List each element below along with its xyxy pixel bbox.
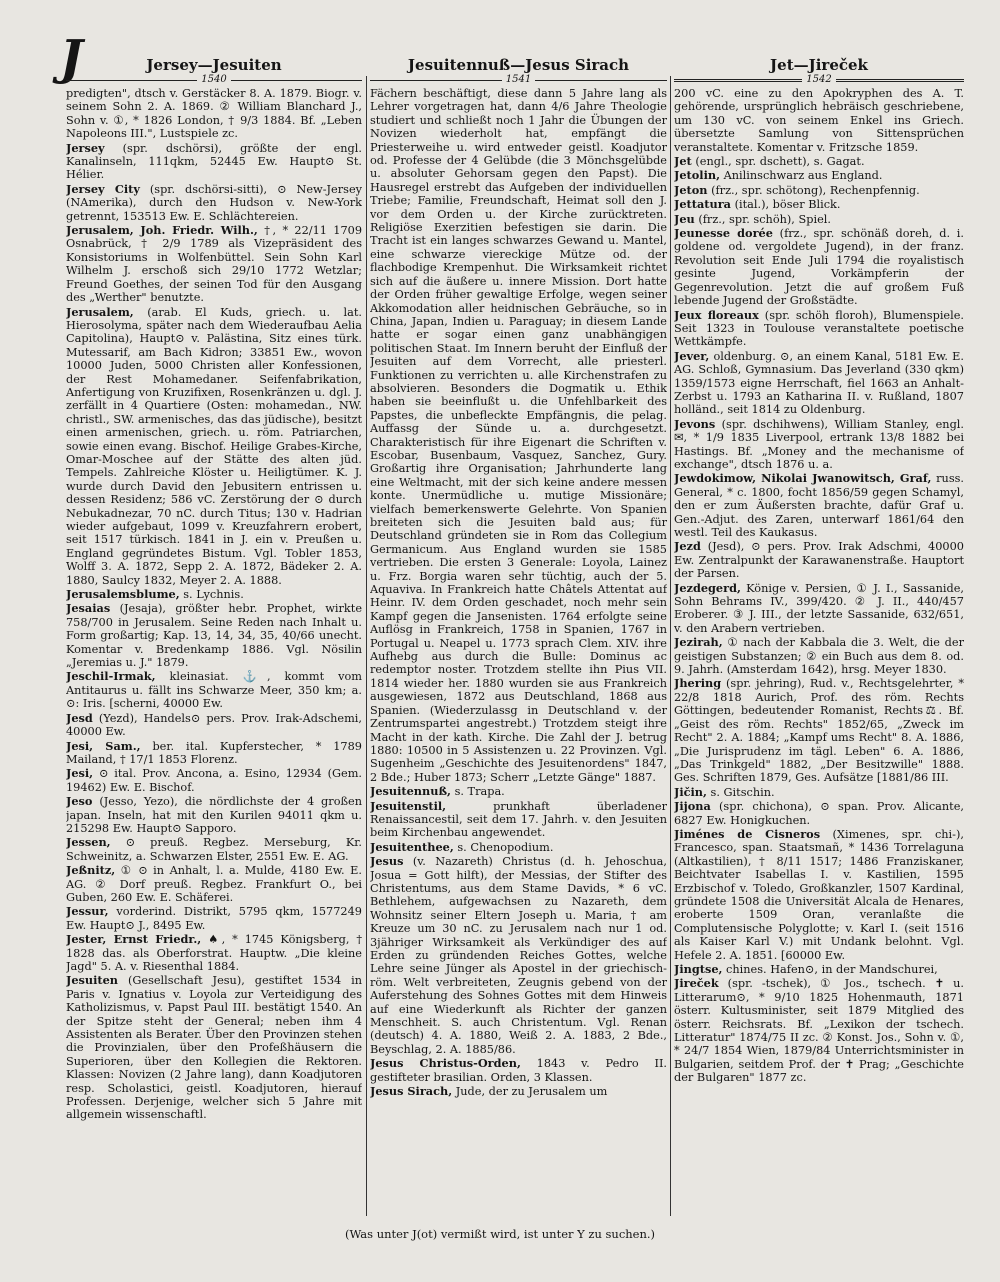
entry-text: (Ximenes, spr. chi-), Francesco, span. Staatsmañ, * 1436 Torrelaguna (Altkastilien), † 8/11 1517; 1486 Franziskaner, Beichtvater Isabellas I. v. Kastilien, 1595 Erzbischof v. Toledo, Großkanzler, 1507 Kardinal, gründete 1508 die Universität Alcala de Henares, eroberte 1509 Oran, veranlaßte die Complutensische Polyglotte; v. Karl I. (seit 1516 als Kaiser Karl V.) mit Undank belohnt. Vgl. Hefele 2. A. 1851. [60000 Ew. [674, 827, 964, 962]
entry-text: (frz., spr. schöh), Spiel. [698, 212, 831, 226]
dictionary-entry [66, 670, 362, 710]
entry-text: s. Lychnis. [183, 588, 244, 602]
entry-text: ber. ital. Kupferstecher, * 1789 Mailand, † 17/1 1853 Florenz. [66, 739, 362, 766]
dictionary-entry [674, 636, 964, 676]
entry-text: (Yezd), Handels⊙ pers. Prov. Irak-Adschemi, 40000 Ew. [66, 711, 362, 739]
entry-text: (spr. schöh floroh), Blumenspiele. Seit 1323 in Toulouse veranstaltete poetische Wettkämpfe. [674, 308, 964, 349]
dictionary-entry [674, 472, 964, 539]
dictionary-entry [66, 183, 362, 223]
entry-headword: Jezirah, [674, 635, 723, 650]
dictionary-entry [66, 224, 362, 304]
entry-text: predigten", dtsch v. Gerstäcker 8. A. 1879. Biogr. v. seinem Sohn 2. A. 1869. ② William Blanchard J., Sohn v. ①, * 1826 London, † 9/3 1884. Bf. „Leben Napoleons III.", Lustspiele zc. [66, 87, 362, 141]
column-header: Jet—Jireček [770, 56, 868, 74]
entry-headword: Jiménes de Cisneros [674, 826, 821, 841]
entry-headword: Jezdegerd, [674, 580, 741, 595]
entry-text: (frz., spr. schötong), Rechenpfennig. [711, 183, 920, 197]
column-2 [370, 56, 667, 1098]
dictionary-entry [674, 213, 964, 226]
entry-headword: Jijona [674, 799, 711, 814]
dictionary-entry [370, 87, 667, 784]
entry-text: ① nach der Kabbala die 3. Welt, die der geistigen Substanzen; ② ein Buch aus dem 8. od. 9. Jahrh. (Amsterdam 1642), hrsg. Meyer 1830. [674, 636, 964, 677]
entry-headword: Jerusalemsblume, [66, 587, 180, 602]
entry-text: (spr. chichona), ⊙ span. Prov. Alicante, 6827 Ew. Honigkuchen. [674, 800, 964, 827]
entry-text: chines. Hafen⊙, in der Mandschurei, [726, 963, 938, 976]
dictionary-entry [674, 87, 964, 154]
entry-text: (Jesaja), größter hebr. Prophet, wirkte 758/700 in Jerusalem. Seine Reden nach Inhalt u. Form großartig; Kap. 13, 14, 34, 35, 40/66 unecht. Komentar v. Bredenkamp 1886. Vgl. Nösilin „Jeremias u. J." 1879. [66, 602, 362, 670]
entry-headword: Jhering [674, 676, 722, 691]
entry-headword: Jersey [66, 140, 105, 155]
entry-headword: Jever, [674, 348, 710, 363]
dictionary-entry [66, 712, 362, 739]
entry-text: vorderind. Distrikt, 5795 qkm, 1577249 Ew. Haupt⊙ J., 8495 Ew. [66, 905, 362, 932]
column-3 [674, 56, 964, 1085]
entry-text: ⊙ ital. Prov. Ancona, a. Esino, 12934 (Gem. 19462) Ew. E. Bischof. [66, 767, 362, 794]
entry-text: (spr. dschihwens), William Stanley, engl. ✉, * 1/9 1835 Liverpool, ertrank 13/8 1882 bei Hastings. Bf. „Money and the mechanisme of exchange", dtsch 1876 u. a. [674, 417, 964, 471]
dictionary-entry [370, 841, 667, 854]
dictionary-entry [66, 87, 362, 141]
entry-headword: Jewdokimow, Nikolai Jwanowitsch, Graf, [674, 471, 932, 486]
entry-text: Könige v. Persien, ① J. I., Sassanide, Sohn Behrams IV., 399/420. ② J. II., 440/457 Eroberer. ③ J. III., der letzte Sassanide, 632/651, v. den Arabern vertrieben. [674, 581, 964, 635]
entry-headword: Jeu [674, 211, 695, 226]
entry-text: Anilinschwarz aus England. [723, 169, 883, 183]
dictionary-entry [370, 800, 667, 840]
dictionary-entry [66, 306, 362, 588]
entry-headword: Jetolin, [674, 168, 721, 183]
entries [370, 87, 667, 1098]
entry-headword: Jezd [674, 539, 701, 554]
dictionary-entry [66, 905, 362, 932]
dictionary-entry [674, 418, 964, 472]
entry-headword: Jessur, [66, 904, 109, 919]
page-letter: J [60, 30, 83, 86]
dictionary-entry [674, 169, 964, 182]
entry-headword: Jesus Sirach, [370, 1084, 453, 1099]
entry-text: oldenburg. ⊙, an einem Kanal, 5181 Ew. E. AG. Schloß, Gymnasium. Das Jeverland (330 qkm) 1359/1573 eigne Herrschaft, fiel 1663 an Anhalt-Zerbst u. 1793 an Katharina II. v. Rußland, 1807 holländ., seit 1814 zu Oldenburg. [674, 349, 964, 417]
entry-text: Jude, der zu Jerusalem um [455, 1085, 608, 1099]
entry-headword: Jerusalem, [66, 304, 134, 319]
dictionary-entry [66, 740, 362, 767]
entry-headword: Jet [674, 154, 692, 169]
entry-headword: Jesaias [66, 601, 111, 616]
entry-text: ① ⊙ in Anhalt, l. a. Mulde, 4180 Ew. E. AG. ② Dorf preuß. Regbez. Frankfurt O., bei Guben, 260 Ew. E. Schäferei. [66, 864, 362, 904]
entry-text: (v. Nazareth) Christus (d. h. Jehoschua, Josua = Gott hilft), der Messias, der Stifter des Christentums, aus dem Stame Davids, * 6 vC. Bethlehem, aufgewachsen zu Nazareth, dem Wohnsitz seiner Eltern Joseph u. Maria, † am Kreuze um 30 nC. zu Jerusalem nach nur 1 od. 3jähriger Wirksamkeit als Verkündiger des auf Erden zu gründenden Reiches Gottes, welche Lehre seine Jünger als Apostel in der griechisch-röm. Welt verbreiteten, Zeugnis gebend von der Auferstehung des Sohnes Gottes mit dem Hinweis auf eine Wiederkunft als Richter der ganzen Menschheit. S. auch Christentum. Vgl. Renan (deutsch) 4. A. 1880, Weiß 2. A. 1883, 2 Bde., Beyschlag, 2. A. 1885/86. [370, 855, 667, 1056]
dictionary-entry [674, 227, 964, 307]
dictionary-entry [66, 767, 362, 794]
dictionary-entry [674, 800, 964, 827]
entry-headword: Jester, Ernst Friedr., [66, 932, 202, 947]
dictionary-entry [674, 540, 964, 580]
entries [66, 87, 362, 1122]
entry-text: prunkhaft überladener Renaissancestil, seit dem 17. Jahrh. v. den Jesuiten beim Kirchenbau angewendet. [370, 799, 667, 840]
entry-text: s. Gitschin. [710, 785, 775, 799]
entry-text: s. Chenopodium. [457, 840, 554, 854]
dictionary-entry [370, 855, 667, 1056]
rule-left [370, 80, 502, 81]
page-number-rule [674, 74, 964, 86]
entry-headword: Jeton [674, 182, 708, 197]
entry-headword: Jettatura [674, 197, 731, 212]
column-header: Jersey—Jesuiten [146, 56, 282, 74]
rule-left [674, 79, 802, 82]
dictionary-entry [370, 1057, 667, 1084]
dictionary-entry [674, 198, 964, 211]
entry-text: (spr. -tschek), ① Jos., tschech. ✝ u. Litterarum⊙, * 9/10 1825 Hohenmauth, 1871 österr. Kultusminister, seit 1879 Mitglied des österr. Reichsrats. Bf. „Lexikon der tschech. Litteratur" 1874/75 II zc. ② Konst. Jos., Sohn v. ①, * 24/7 1854 Wien, 1879/84 Unterrichtsminister in Bulgarien, seitdem Prof. der ✝ Prag; „Geschichte der Bulgaren" 1877 zc. [674, 977, 964, 1085]
entry-headword: Jingtse, [674, 962, 723, 976]
entry-text: (spr. jehring), Rud. v., Rechtsgelehrter, * 22/8 1818 Aurich, Prof. des röm. Rechts Göttingen, bedeutender Romanist, Rechts⚖. Bf. „Geist des röm. Rechts" 1852/65, „Zweck im Recht" 2. A. 1884; „Kampf ums Recht" 8. A. 1886, „Die Jurisprudenz im tägl. Leben" 6. A. 1886, „Das Trinkgeld" 1882, „Der Besitzwille" 1888. Ges. Schriften 1879, Ges. Aufsätze [1881/86 III. [674, 677, 964, 785]
entry-text: (spr. dschörsi-sitti), ⊙ New-Jersey (NAmerika), durch den Hudson v. New-York getrennt, 153513 Ew. E. Schlächtereien. [66, 182, 362, 223]
entry-headword: Jesus [370, 854, 404, 869]
column-header: Jesuitennuß—Jesus Sirach [407, 56, 630, 74]
dictionary-entry [66, 974, 362, 1121]
column-1 [66, 56, 362, 1122]
rule-right [836, 79, 964, 82]
dictionary-entry [674, 963, 964, 976]
entry-headword: Jersey City [66, 181, 140, 196]
entries [674, 87, 964, 1085]
entry-text: (Jesso, Yezo), die nördlichste der 4 großen japan. Inseln, hat mit den Kurilen 94011 qkm u. 215298 Ew. Haupt⊙ Sapporo. [66, 795, 362, 835]
entry-text: (engl., spr. dschett), s. Gagat. [695, 155, 865, 169]
dictionary-entry [674, 977, 964, 1084]
dictionary-entry [674, 155, 964, 168]
page-number: 1542 [806, 74, 832, 85]
dictionary-entry [370, 785, 667, 798]
entry-headword: Jeßnitz, [66, 863, 116, 878]
entry-text: (frz., spr. schönäß doreh, d. i. goldene od. vergoldete Jugend), in der franz. Revolution seit Ende Juli 1794 die royalistisch gesinte Jugend, Vorkämpferin der Gegenrevolution. Jetzt die auf großem Fuß lebende Jugend der Großstädte. [674, 227, 964, 308]
entry-headword: Jičin, [674, 784, 707, 799]
entry-headword: Jesuitennuß, [370, 784, 451, 799]
dictionary-entry [674, 582, 964, 636]
entry-headword: Jeso [66, 794, 93, 809]
dictionary-entry [66, 588, 362, 601]
entry-headword: Jesd [66, 710, 93, 725]
entry-text: russ. General, * c. 1800, focht 1856/59 gegen Schamyl, den er zum Äußersten brachte, dafür Graf u. Gen.-Adjut. des Zaren, unterwarf 1861/64 den westl. Teil des Kaukasus. [674, 472, 964, 539]
entry-headword: Jerusalem, Joh. Friedr. Wilh., [66, 223, 258, 238]
page-number: 1541 [505, 74, 532, 85]
dictionary-entry [674, 786, 964, 799]
page-number: 1540 [201, 74, 227, 85]
rule-left [66, 80, 197, 81]
entry-text: ♠, * 1745 Königsberg, † 1828 das. als Oberforstrat. Hauptw. „Die kleine Jagd" 5. A. v. Riesenthal 1884. [66, 933, 362, 973]
entry-text: †, * 22/11 1709 Osnabrück, † 2/9 1789 als Vizepräsident des Konsistoriums in Wolfenbüttel. Sein Sohn Karl Wilhelm J. erschoß sich 29/10 1772 Wetzlar; Freund Goethes, der seinen Tod für den Ausgang des „Werther" benutzte. [66, 224, 362, 305]
entry-headword: Jeunesse dorée [674, 226, 773, 241]
dictionary-entry [66, 933, 362, 973]
dictionary-entry [674, 828, 964, 962]
entry-text: (Gesellschaft Jesu), gestiftet 1534 in Paris v. Ignatius v. Loyola zur Verteidigung des Katholizismus, v. Papst Paul III. bestätigt 1540. An der Spitze steht der General; neben ihm 4 Assistenten als Berater. Über den Provinzen stehen die Provinzialen, über den Profeßhäusern die Superioren, über den Kollegien die Rektoren. Klassen: Novizen (2 Jahre lang), dann Koadjutoren resp. Scholastici, geistl. Koadjutoren, hierauf Professen. Derjenige, welcher sich 5 Jahre mit allgemein wissenschaftl. [66, 974, 362, 1122]
entry-headword: Jesus Christus-Orden, [370, 1056, 521, 1071]
entry-text: 1843 v. Pedro II. gestifteter brasilian. Orden, 3 Klassen. [370, 1057, 667, 1084]
dictionary-entry [674, 677, 964, 784]
dictionary-entry [674, 309, 964, 349]
entry-headword: Jeschil-Irmak, [66, 669, 156, 684]
dictionary-entry [66, 864, 362, 904]
entry-headword: Jireček [674, 976, 719, 991]
entry-text: s. Trapa. [454, 785, 505, 799]
entry-headword: Jesuitenstil, [370, 798, 447, 813]
entry-headword: Jevons [674, 416, 716, 431]
entry-text: Fächern beschäftigt, diese dann 5 Jahre lang als Lehrer vorgetragen hat, dann 4/6 Jahre Theologie studiert und schließt noch 1 Jahr die Übungen der Novizen wiederholt hat, empfängt die Priesterweihe u. wird entweder geistl. Koadjutor od. Professe der 4 Gelübde (die 3 Mönchsgelübde u. absoluter Gehorsam gegen den Papst). Die Hausregel erstrebt das Aufgeben der individuellen Triebe; Familie, Freundschaft, Heimat soll den J. vor dem Orden u. der Kirche zurücktreten. Religiöse Exerzitien befestigen sie darin. Die Tracht ist ein langes schwarzes Gewand u. Mantel, eine schwarze viereckige Mütze od. der flachbodige Krempenhut. Die Wirksamkeit richtet sich auf die äußere u. innere Mission. Dort hatte der Orden früher gewaltige Erfolge, wegen seiner Akkomodation aller heidnischen Gebräuche, so in China, Japan, Indien u. Paraguay; in diesem Lande hatte er sogar einen ganz unabhängigen politischen Staat. Im Innern beruht der Einfluß der Jesuiten auf dem Vorrecht, alle priesterl. Funktionen zu verrichten u. alle Kirchenstrafen zu absolvieren. Besonders die Dogmatik u. Ethik haben sie beeinflußt u. die Unfehlbarkeit des Papstes, die unbefleckte Empfängnis, die pelag. Auffassg der Sünde u. a. durchgesetzt. Charakteristisch für ihre Eigenart die Schriften v. Escobar, Busenbaum, Vasquez, Sanchez, Gury. Großartig ihre Organisation; Jahrhunderte lang eine Weltmacht, mit der sich keine andere messen konte. Unermüdliche u. mutige Missionäre; vielfach bemerkenswerte Gelehrte. Von Spanien breiteten sich die Jesuiten bald aus; für Deutschland gründeten sie in Rom das Collegium Germanicum. Aus England wurden sie 1585 vertrieben. Die ersten 3 Generale: Loyola, Lainez u. Frz. Borgia waren sehr tüchtig, auch der 5. Aquaviva. In Frankreich hatte Châtels Attentat auf Heinr. IV. dem Orden geschadet, noch mehr sein Kampf gegen die Jansenisten. 1764 erfolgte seine Auflösg in Frankreich, 1758 in Spanien, 1767 in Portugal u. Neapel u. 1773 sprach Clem. XIV. ihre Aufhebg aus durch die Bulle: Dominus ac redemptor noster. Trotzdem stellte ihn Pius VII. 1814 wieder her. 1880 wurden sie aus Frankreich ausgewiesen, 1872 aus Deutschland, 1868 aus Spanien. (Wiederzulassg in Deutschland v. der Zentrumspartei angestrebt.) Trotzdem steigt ihre Macht in der kath. Kirche. Die Zahl der J. betrug 1880: 10500 in 5 Assistenzen u. 22 Provinzen. Vgl. Sugenheim „Geschichte des Jesuitenordens" 1847, 2 Bde.; Huber 1873; Scherr „Letzte Gänge" 1887. [370, 87, 667, 784]
dictionary-entry [66, 795, 362, 835]
dictionary-entry [370, 1085, 667, 1098]
dictionary-entry [674, 184, 964, 197]
dictionary-entry [66, 836, 362, 863]
entry-headword: Jessen, [66, 835, 111, 850]
entry-text: (Jesd), ⊙ pers. Prov. Irak Adschmi, 40000 Ew. Zentralpunkt der Karawanenstraße. Hauptort der Parsen. [674, 540, 964, 581]
page-footer: (Was unter J(ot) vermißt wird, ist unter Y zu suchen.) [344, 1227, 656, 1241]
page-number-rule [66, 74, 362, 86]
entry-text: (arab. El Kuds, griech. u. lat. Hierosolyma, später nach dem Wiederaufbau Aelia Capitolina), Haupt⊙ v. Palästina, Sitz eines türk. Mutessarif, am Bach Kidron; 33851 Ew., wovon 10000 Juden, 5000 Christen aller Konfessionen, der Rest Mohamedaner. Seifenfabrikation, Anfertigung von Kruzifixen, Rosenkränzen u. dgl. J. zerfällt in 4 Quartiere (Osten: mohamedan., NW. christl., SW. armenisches, das das jüdische), besitzt einen armenischen, griech. u. röm. Patriarchen, sowie einen evang. Bischof. Heilige Grabes-Kirche, Omar-Moschee auf der Stätte des alten jüd. Tempels. Zahlreiche Klöster u. Heiligtümer. K. J. wurde durch David den Jebusitern entrissen u. dessen Residenz; 586 vC. Zerstörung der ⊙ durch Nebukadnezar, 70 nC. durch Titus; 130 v. Hadrian wieder aufgebaut, 1099 v. Kreuzfahrern erobert, seit 1517 türkisch. 1841 in J. ein v. Preußen u. England gegründetes Bistum. Vgl. Tobler 1853, Wolff 3. A. 1872, Sepp 2. A. 1872, Bädeker 2. A. 1880, Saulcy 1832, Meyer 2. A. 1888. [66, 305, 362, 587]
entry-text: ⊙ preuß. Regbez. Merseburg, Kr. Schweinitz, a. Schwarzen Elster, 2551 Ew. E. AG. [66, 836, 362, 863]
entry-text: 200 vC. eine zu den Apokryphen des A. T. gehörende, ursprünglich hebräisch geschriebene, um 130 vC. von seinem Enkel ins Griech. übersetzte Samlung von Sittensprüchen veranstaltete. Komentar v. Fritzsche 1859. [674, 87, 964, 154]
entry-text: (ital.), böser Blick. [734, 198, 841, 212]
dictionary-entry [674, 350, 964, 417]
entry-headword: Jesi, [66, 766, 94, 781]
entry-text: kleinasiat. ⚓, kommt vom Antitaurus u. fällt ins Schwarze Meer, 350 km; a. ⊙: Iris. [scherni, 40000 Ew. [66, 670, 362, 711]
entry-headword: Jesuiten [66, 973, 119, 988]
page-number-rule [370, 74, 667, 86]
entry-headword: Jesi, Sam., [66, 738, 141, 753]
column-divider [670, 76, 671, 1216]
rule-right [231, 80, 362, 81]
entry-text: (spr. dschörsi), größte der engl. Kanalinseln, 111qkm, 52445 Ew. Haupt⊙ St. Hélier. [66, 141, 362, 182]
entry-headword: Jesuitenthee, [370, 839, 454, 854]
dictionary-entry [66, 142, 362, 182]
column-divider [366, 76, 367, 1216]
dictionary-entry [66, 602, 362, 669]
entry-headword: Jeux floreaux [674, 307, 759, 322]
rule-right [535, 80, 667, 81]
